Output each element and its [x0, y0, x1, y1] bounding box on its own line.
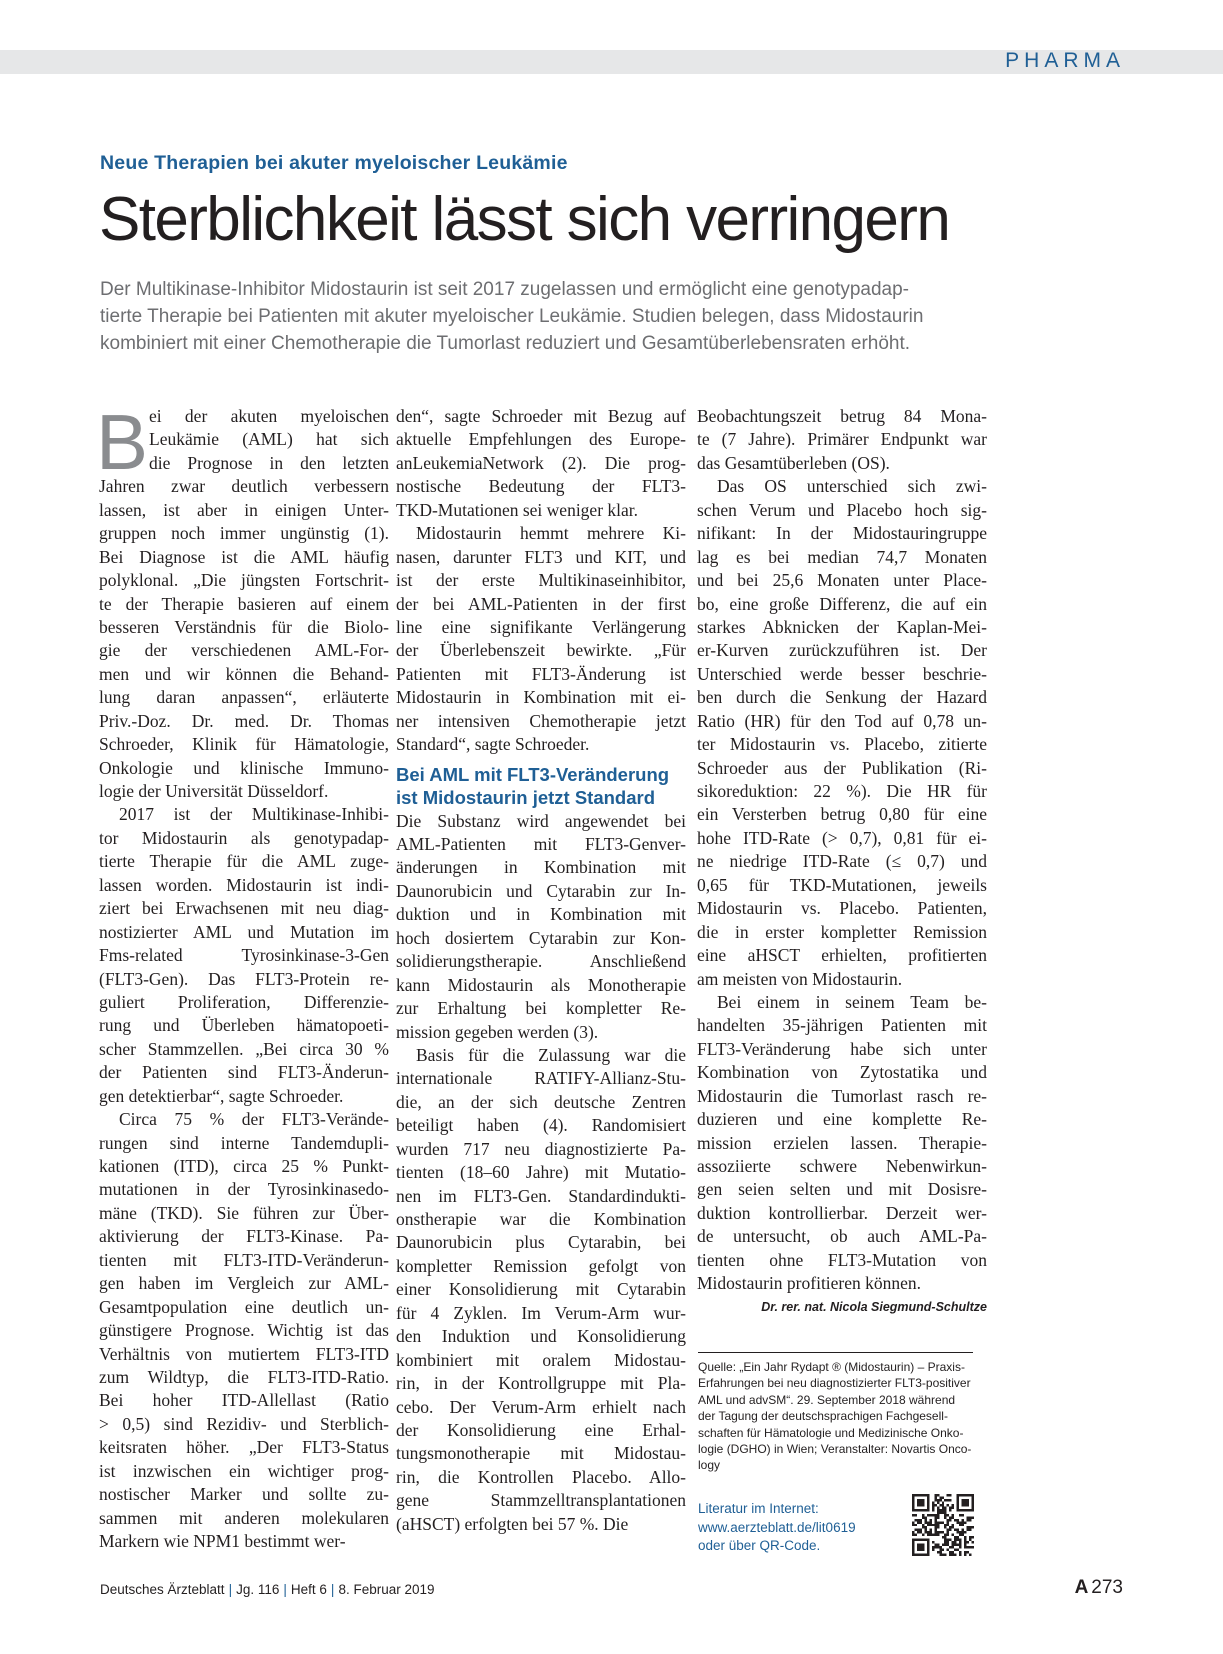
body-text-line: nostischer Marker und sollte zu- [99, 1484, 389, 1505]
lead-line: kombiniert mit einer Chemotherapie die Tumorlast reduziert und Gesamtüberlebensraten erhöht. [100, 333, 911, 354]
body-text-line: duktion kontrollierbar. Derzeit wer- [697, 1202, 987, 1223]
subheading-line: Bei AML mit FLT3-Veränderung [396, 763, 670, 785]
article-title: Sterblichkeit lässt sich verringern [99, 185, 950, 254]
body-text-line: Schroeder, Klinik für Hämatologie, [99, 734, 389, 755]
body-text-line: das Gesamtüberleben (OS). [697, 452, 890, 473]
body-text-line: ziert bei Erwachsenen mit neu diag- [99, 898, 389, 919]
body-text-line: der Überlebenszeit bewirkte. „Für [396, 640, 686, 661]
body-text-line: günstigere Prognose. Wichtig ist das [99, 1320, 389, 1341]
body-text-line: internationale RATIFY-Allianz-Stu- [396, 1068, 686, 1089]
page-footer [100, 1582, 435, 1597]
body-text-line: TKD-Mutationen sei weniger klar. [396, 499, 639, 520]
body-text-line: rungen sind interne Tandemdupli- [99, 1132, 389, 1153]
body-text-line: den Induktion und Konsolidierung [396, 1326, 686, 1347]
body-text-line: Daunorubicin und Cytarabin zur In- [396, 880, 686, 901]
literature-url[interactable]: www.aerzteblatt.de/lit0619 [698, 1519, 856, 1535]
body-text-line: gruppen noch immer ungünstig (1). [99, 523, 389, 544]
body-column-2 [396, 405, 686, 1536]
body-text-line: scher Stammzellen. „Bei circa 30 % [99, 1038, 389, 1059]
body-text-line: ei der akuten myeloischen [149, 406, 389, 426]
body-text-line: Gesamtpopulation eine deutlich un- [99, 1296, 389, 1317]
body-text-line: FLT3-Veränderung habe sich unter [697, 1038, 987, 1059]
body-text-line: Beobachtungszeit betrug 84 Mona- [697, 406, 987, 426]
body-text-line: kombiniert mit oralem Midostau- [396, 1349, 686, 1370]
body-text-line: > 0,5) sind Rezidiv- und Sterblich- [99, 1413, 389, 1434]
body-text-line: am meisten von Midostaurin. [697, 968, 903, 989]
body-text-line: ist der erste Multikinaseinhibitor, [396, 570, 686, 591]
source-line: AML und advSM“. 29. September 2018 während [698, 1392, 956, 1407]
source-note [698, 1352, 973, 1474]
body-text-line: Circa 75 % der FLT3-Verände- [119, 1109, 389, 1130]
literature-qr-hint: oder über QR-Code. [698, 1538, 821, 1553]
body-text-line: lassen worden. Midostaurin ist indi- [99, 874, 389, 895]
body-text-line: die, an der sich deutsche Zentren [396, 1091, 686, 1112]
source-line: Erfahrungen bei neu diagnostizierter FLT3-positiver [698, 1376, 971, 1391]
source-line: logy [698, 1458, 721, 1473]
body-text-line: Midostaurin profitieren können. [697, 1273, 922, 1294]
body-text-line: te (7 Jahre). Primärer Endpunkt war [697, 429, 987, 450]
body-text-line: anLeukemiaNetwork (2). Die prog- [396, 452, 686, 473]
body-text-line: gen seien selten und mit Dosisre- [697, 1179, 987, 1200]
body-text-line: assoziierte schwere Nebenwirkun- [697, 1156, 987, 1176]
body-text-line: keitsraten höher. „Der FLT3-Status [99, 1437, 389, 1458]
body-text-line: wurden 717 neu diagnostizierte Pa- [396, 1138, 686, 1159]
body-text-line: rung und Überleben hämatopoeti- [99, 1015, 389, 1036]
body-text-line: den“, sagte Schroeder mit Bezug auf [396, 406, 686, 426]
body-text-line: Ratio (HR) für den Tod auf 0,78 un- [697, 710, 987, 731]
section-label: PHARMA [1005, 49, 1125, 72]
body-text-line: 2017 ist der Multikinase-Inhibi- [119, 804, 389, 825]
body-text-line: tienten (18–60 Jahre) mit Mutatio- [396, 1162, 686, 1183]
body-text-line: sammen mit anderen molekularen [99, 1507, 389, 1528]
body-text-line: tienten ohne FLT3-Mutation von [697, 1249, 987, 1270]
body-text-line: de untersucht, ob auch AML-Pa- [697, 1226, 987, 1247]
page-prefix: A [1074, 1577, 1089, 1598]
body-text-line: Basis für die Zulassung war die [416, 1044, 686, 1065]
body-text-line: nostische Bedeutung der FLT3- [396, 476, 686, 497]
column-3-text [697, 405, 987, 1296]
body-text-line: Verhältnis von mutiertem FLT3-ITD [99, 1343, 389, 1364]
body-text-line: logie der Universität Düsseldorf. [99, 781, 329, 801]
body-text-line: tierte Therapie für die AML zuge- [99, 851, 389, 872]
body-text-line: duzieren und eine komplette Re- [697, 1109, 987, 1130]
body-text-line: Midostaurin hemmt mehrere Ki- [416, 523, 686, 544]
body-text-line: Die Substanz wird angewendet bei [396, 810, 686, 831]
body-text-line: lassen, ist aber in einigen Unter- [99, 499, 389, 520]
article-kicker: Neue Therapien bei akuter myeloischer Leukämie [100, 152, 568, 174]
body-text-line: der Patienten sind FLT3-Änderun- [99, 1062, 389, 1083]
body-column-3 [697, 405, 987, 1318]
body-text-line: nen im FLT3-Gen. Standardindukti- [396, 1185, 686, 1206]
literature-link[interactable] [698, 1500, 856, 1556]
body-text-line: line eine signifikante Verlängerung [396, 616, 686, 637]
body-text-line: die in erster kompletter Remission [697, 921, 987, 942]
article-lead [100, 276, 980, 357]
body-text-line: gen haben im Vergleich zur AML- [99, 1273, 389, 1294]
body-text-line: handelten 35-jährigen Patienten mit [697, 1015, 987, 1036]
body-text-line: tienten mit FLT3-ITD-Veränderun- [99, 1249, 389, 1270]
footer-volume: Jg. 116 [236, 1582, 280, 1597]
body-text-line: Midostaurin in Kombination mit ei- [396, 687, 686, 708]
body-text-line: mission gegeben werden (3). [396, 1021, 599, 1042]
source-line: der Tagung der deutschsprachigen Fachgesell- [698, 1409, 948, 1424]
literature-label: Literatur im Internet: [698, 1501, 819, 1516]
lead-line: Der Multikinase-Inhibitor Midostaurin ist seit 2017 zugelassen und ermöglicht eine genotypadap- [100, 279, 910, 300]
lead-line: tierte Therapie bei Patienten mit akuter myeloischer Leukämie. Studien belegen, dass Midostaurin [100, 306, 924, 327]
body-text-line: sikoreduktion: 22 %). Die HR für [697, 781, 987, 801]
body-text-line: ben durch die Senkung der Hazard [697, 687, 987, 708]
footer-separator: | [283, 1582, 287, 1597]
body-text-line: aktivierung der FLT3-Kinase. Pa- [99, 1226, 389, 1247]
body-text-line: schen Verum und Placebo hoch sig- [697, 499, 987, 520]
qr-code-icon[interactable] [912, 1494, 974, 1556]
body-text-line: nostizierter AML und Mutation im [99, 921, 389, 942]
drop-cap: B [96, 398, 149, 486]
body-text-line: Priv.-Doz. Dr. med. Dr. Thomas [99, 710, 389, 731]
body-text-line: ein Versterben betrug 0,80 für eine [697, 804, 987, 825]
body-text-line: Bei einem in seinem Team be- [717, 991, 987, 1012]
body-text-line: onstherapie war die Kombination [396, 1209, 686, 1229]
body-text-line: Midostaurin die Tumorlast rasch re- [697, 1085, 987, 1106]
body-column-1 [96, 398, 389, 1553]
page-number [1075, 1577, 1123, 1599]
body-text-line: cebo. Der Verum-Arm erhielt nach [396, 1396, 686, 1417]
body-text-line: hohe ITD-Rate (> 0,7), 0,81 für ei- [697, 827, 987, 848]
body-text-line: zum Wildtyp, die FLT3-ITD-Ratio. [99, 1366, 389, 1387]
body-text-line: hoch dosiertem Cytarabin zur Kon- [396, 927, 686, 948]
body-text-line: duktion und in Kombination mit [396, 904, 686, 925]
footer-separator: | [228, 1582, 233, 1597]
author-line: Dr. rer. nat. Nicola Siegmund-Schultze [761, 1299, 987, 1314]
body-text-line: polyklonal. „Die jüngsten Fortschrit- [99, 570, 389, 591]
body-text-line: 0,65 für TKD-Mutationen, jeweils [697, 874, 987, 895]
body-text-line: Markern wie NPM1 bestimmt wer- [99, 1531, 346, 1551]
footer-journal: Deutsches Ärzteblatt [100, 1582, 225, 1597]
body-text-line: nifikant: In der Midostauringruppe [697, 523, 987, 544]
body-text-line: Onkologie und klinische Immuno- [99, 757, 389, 778]
body-text-line: gene Stammzelltransplantationen [396, 1490, 686, 1511]
body-text-line: kompletter Remission gefolgt von [396, 1255, 686, 1276]
body-text-line: einer Konsolidierung mit Cytarabin [396, 1279, 686, 1300]
body-text-line: ter Midostaurin vs. Placebo, zitierte [697, 734, 987, 755]
body-text-line: solidierungstherapie. Anschließend [396, 951, 686, 972]
body-text-line: nasen, darunter FLT3 und KIT, und [396, 546, 686, 567]
subheading [396, 763, 686, 810]
body-text-line: für 4 Zyklen. Im Verum-Arm wur- [396, 1302, 686, 1323]
footer-separator: | [330, 1582, 335, 1597]
body-text-line: Standard“, sagte Schroeder. [396, 734, 590, 755]
body-text-line: Schroeder aus der Publikation (Ri- [697, 757, 987, 778]
body-text-line: rin, in der Kontrollgruppe mit Pla- [396, 1373, 686, 1394]
footer-issue: Heft 6 [290, 1582, 327, 1597]
body-text-line: Fms-related Tyrosinkinase-3-Gen [99, 945, 389, 966]
source-line: Quelle: „Ein Jahr Rydapt ® (Midostaurin) – Praxis- [698, 1360, 965, 1374]
body-text-line: gen detektierbar“, sagte Schroeder. [99, 1085, 344, 1106]
body-text-line: zur Erhaltung bei kompletter Re- [396, 998, 686, 1019]
body-text-line: Midostaurin vs. Placebo. Patienten, [697, 898, 987, 919]
body-text-line: der bei AML-Patienten in der first [396, 593, 686, 614]
body-text-line: starkes Abknicken der Kaplan-Mei- [697, 616, 987, 637]
body-text-line: bo, eine große Differenz, die auf ein [697, 593, 987, 614]
body-text-line: eine aHSCT erhielten, profitierten [697, 945, 987, 966]
source-line: schaften für Hämatologie und Medizinische Onko- [698, 1425, 964, 1440]
body-text-line: Jahren zwar deutlich verbessern [99, 476, 389, 497]
body-text-line: und bei 25,6 Monaten unter Place- [697, 570, 987, 591]
body-text-line: Das OS unterschied sich zwi- [717, 476, 987, 497]
column-2-upper [396, 405, 686, 757]
body-text-line: Unterschied werde besser beschrie- [697, 663, 987, 684]
footer-date: 8. Februar 2019 [338, 1582, 435, 1597]
body-text-line: (aHSCT) erfolgten bei 57 %. Die [396, 1513, 629, 1534]
body-text-line: die Prognose in den letzten [149, 452, 389, 473]
body-text-line: Leukämie (AML) hat sich [149, 429, 389, 450]
subheading-line: ist Midostaurin jetzt Standard [396, 787, 656, 809]
body-text-line: mutationen in der Tyrosinkinasedo- [99, 1179, 389, 1200]
source-line: logie (DGHO) in Wien; Veranstalter: Novartis Onco- [698, 1442, 972, 1457]
body-text-line: (FLT3-Gen). Das FLT3-Protein re- [99, 968, 389, 989]
page-number-value: 273 [1091, 1577, 1123, 1598]
body-text-line: ne niedrige ITD-Rate (≤ 0,7) und [697, 851, 987, 872]
body-text-line: lag es bei median 74,7 Monaten [697, 546, 987, 567]
body-text-line: mission erzielen lassen. Therapie- [697, 1132, 987, 1153]
body-text-line: Daunorubicin plus Cytarabin, bei [396, 1232, 686, 1253]
body-text-line: aktuelle Empfehlungen des Europe- [396, 429, 686, 450]
body-text-line: gie der verschiedenen AML-For- [99, 640, 389, 661]
body-text-line: änderungen in Kombination mit [396, 857, 686, 878]
body-text-line: besseren Verständnis für die Biolo- [99, 616, 389, 637]
column-2-lower [396, 810, 686, 1537]
body-text-line: rin, die Kontrollen Placebo. Allo- [396, 1466, 686, 1487]
body-text-line: tungsmonotherapie mit Midostau- [396, 1443, 686, 1464]
body-text-line: lung daran anpassen“, erläuterte [99, 687, 389, 708]
body-text-line: AML-Patienten mit FLT3-Genver- [396, 834, 686, 854]
body-text-line: mäne (TKD). Sie führen zur Über- [99, 1202, 389, 1223]
body-text-line: kationen (ITD), circa 25 % Punkt- [99, 1156, 389, 1176]
body-text-line: er-Kurven zurückzuführen ist. Der [697, 640, 987, 661]
body-text-line: men und wir können die Behand- [99, 663, 389, 684]
body-text-line: ner intensiven Chemotherapie jetzt [396, 710, 686, 731]
body-text-line: guliert Proliferation, Differenzie- [99, 991, 389, 1012]
body-text-line: kann Midostaurin als Monotherapie [396, 974, 686, 995]
body-text-line: Patienten mit FLT3-Änderung ist [396, 663, 686, 684]
body-text-line: Bei hoher ITD-Allellast (Ratio [99, 1390, 389, 1411]
body-text-line: der Konsolidierung eine Erhal- [396, 1419, 686, 1440]
body-text-line: tor Midostaurin als genotypadap- [99, 827, 389, 848]
body-text-line: ist inzwischen ein wichtiger prog- [99, 1460, 389, 1481]
body-text-line: Kombination von Zytostatika und [697, 1062, 987, 1083]
body-text-line: beteiligt haben (4). Randomisiert [396, 1115, 686, 1136]
body-text-line: Bei Diagnose ist die AML häufig [99, 546, 389, 567]
body-text-line: te der Therapie basieren auf einem [99, 593, 389, 614]
